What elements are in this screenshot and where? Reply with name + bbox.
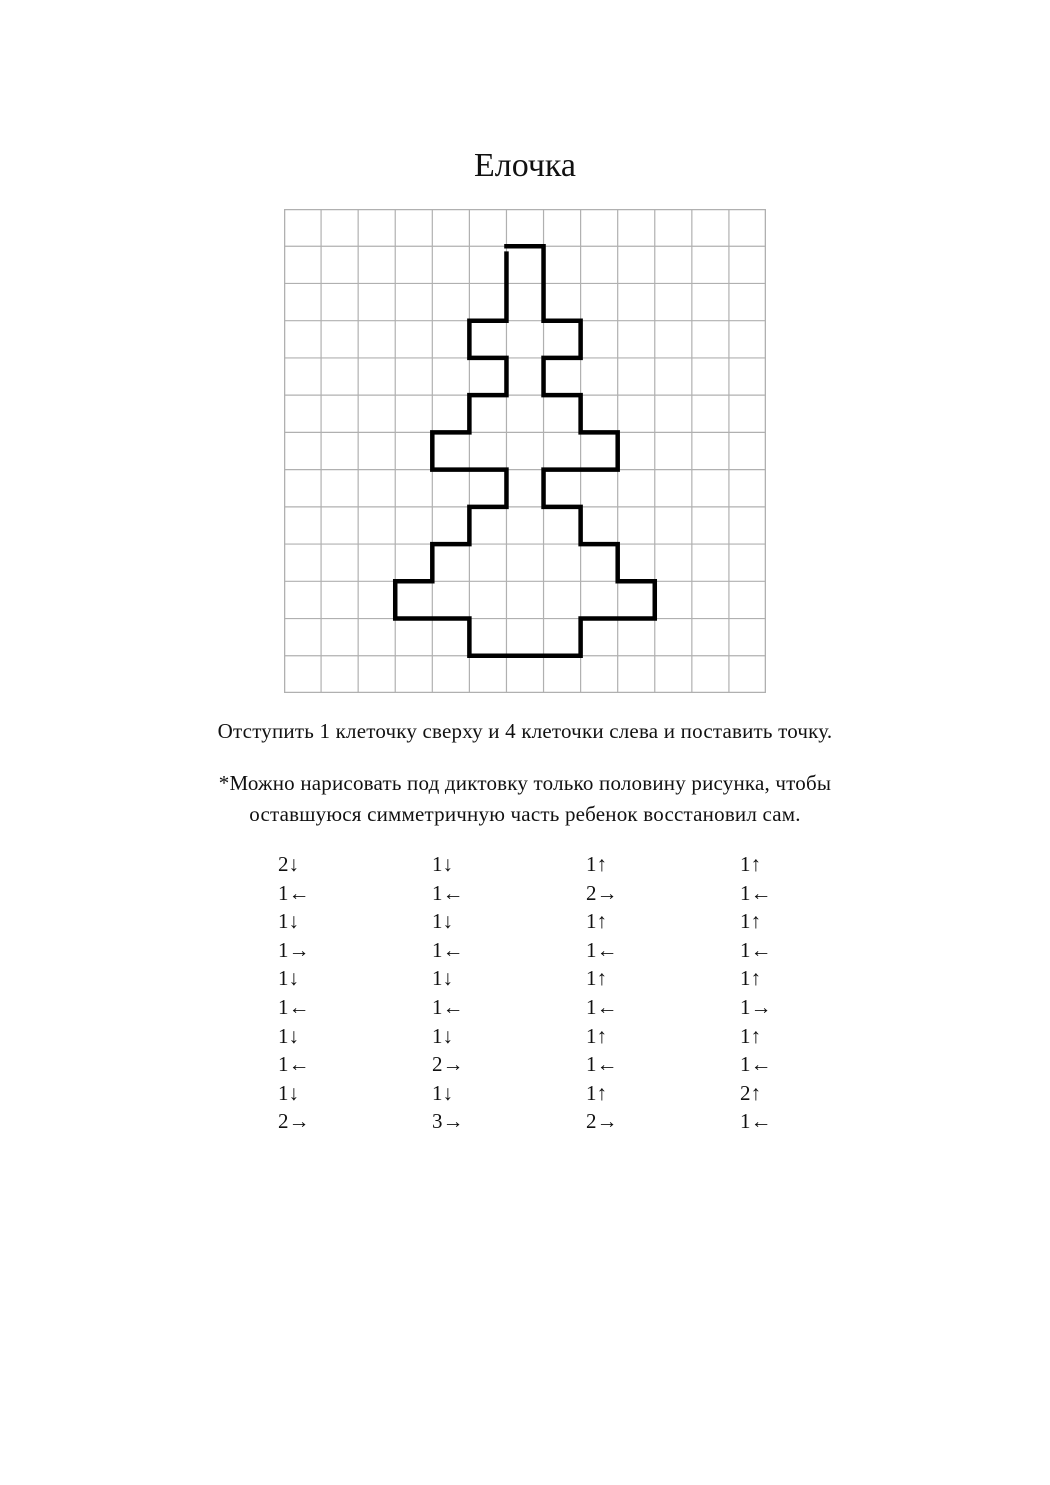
dictation-step: 1↓	[432, 966, 453, 991]
dictation-step: 1←	[432, 880, 464, 905]
dictation-step: 1↑	[586, 909, 607, 934]
dictation-step: 1↓	[432, 909, 453, 934]
dictation-step: 2→	[278, 1109, 310, 1134]
dictation-step: 1→	[278, 937, 310, 962]
dictation-column-4	[740, 850, 800, 1136]
dictation-column-2	[432, 850, 492, 1136]
dictation-step: 1↓	[278, 966, 299, 991]
dictation-step: 1↑	[740, 909, 761, 934]
dictation-step: 1↑	[740, 852, 761, 876]
dictation-step: 1↑	[586, 1080, 607, 1105]
dictation-step: 1←	[586, 937, 618, 962]
dictation-step: 1←	[586, 994, 618, 1019]
dictation-step: 2→	[586, 880, 618, 905]
dictation-columns	[0, 850, 1050, 1140]
dictation-step: 1←	[740, 880, 772, 905]
dictation-step: 2→	[432, 1052, 464, 1077]
dictation-step: 1↑	[740, 1023, 761, 1048]
dictation-step: 1↓	[278, 1023, 299, 1048]
dictation-step: 1↓	[278, 909, 299, 934]
dictation-step: 1→	[740, 994, 772, 1019]
dictation-step: 1↑	[586, 852, 607, 876]
dictation-step: 2→	[586, 1109, 618, 1134]
dictation-step: 3→	[432, 1109, 464, 1134]
dictation-step: 1↓	[432, 1080, 453, 1105]
tree-outline	[395, 246, 655, 656]
dictation-step: 1←	[278, 880, 310, 905]
dictation-step: 1←	[278, 1052, 310, 1077]
dictation-column-1	[278, 850, 338, 1136]
note-line-2: оставшуюся симметричную часть ребенок восстановил сам.	[249, 802, 801, 826]
dictation-step: 1↓	[432, 1023, 453, 1048]
instruction-text: Отступить 1 клеточку сверху и 4 клеточки слева и поставить точку.	[217, 719, 833, 743]
dictation-step: 1↑	[586, 1023, 607, 1048]
drawing-grid	[284, 209, 766, 693]
dictation-step: 1←	[740, 937, 772, 962]
dictation-step: 1↓	[432, 852, 453, 876]
dictation-column-3	[586, 850, 646, 1136]
grid-lines	[284, 209, 766, 693]
dictation-step: 1←	[278, 994, 310, 1019]
dictation-step: 1↑	[586, 966, 607, 991]
dictation-step: 1←	[740, 1052, 772, 1077]
note-line-1: *Можно нарисовать под диктовку только половину рисунка, чтобы	[218, 771, 832, 795]
dictation-step: 1↓	[278, 1080, 299, 1105]
dictation-step: 2↑	[740, 1080, 761, 1105]
dictation-step: 1←	[740, 1109, 772, 1134]
dictation-step: 1↑	[740, 966, 761, 991]
dictation-step: 1←	[586, 1052, 618, 1077]
dictation-step: 1←	[432, 994, 464, 1019]
page-title: Елочка	[473, 147, 577, 184]
dictation-step: 1←	[432, 937, 464, 962]
note-text	[150, 768, 900, 830]
dictation-step: 2↓	[278, 852, 299, 876]
